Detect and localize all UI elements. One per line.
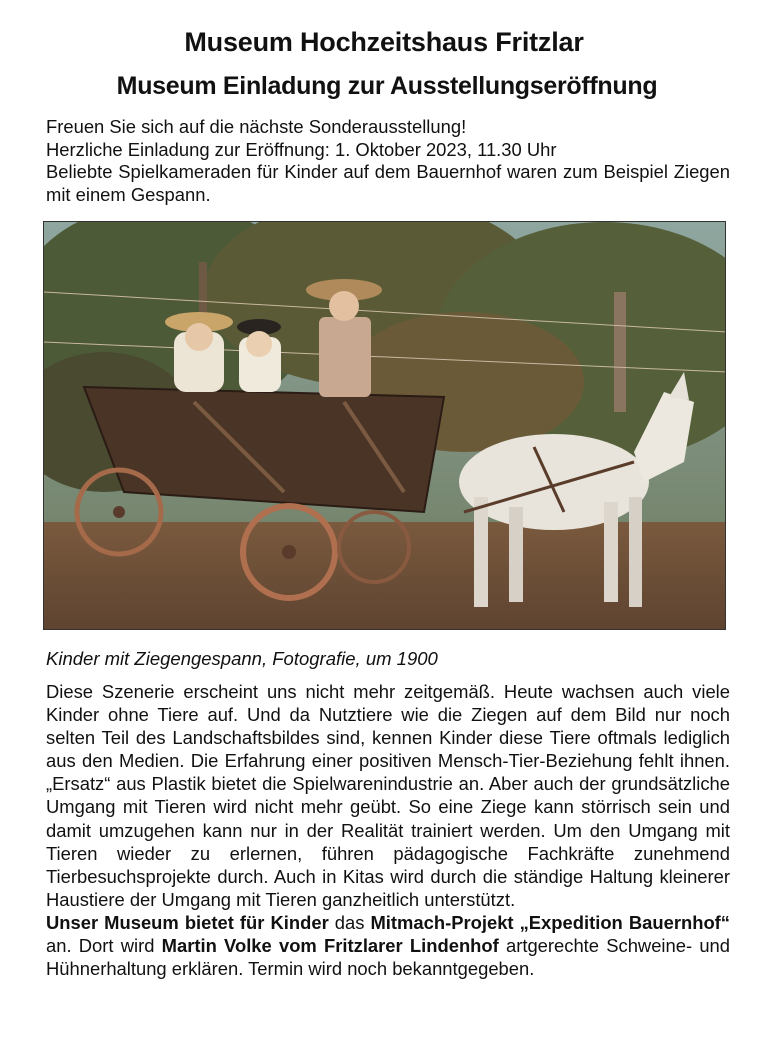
page-subtitle: Museum Einladung zur Ausstellungseröffnung <box>116 72 658 100</box>
intro-line-announcement: Freuen Sie sich auf die nächste Sonderausstellung! <box>46 116 467 137</box>
closing-bold-museum: Unser Museum bietet für Kinder <box>46 911 329 933</box>
intro-line-description: Beliebte Spielkameraden für Kinder auf dem Bauernhof waren zum Beispiel Ziegen mit einem Gespann. <box>46 161 730 205</box>
closing-text-3: artgerechte Schweine- und Hühnerhaltung erklären. Termin wird noch bekanntgegeben. <box>46 935 730 980</box>
historic-photo <box>43 221 726 630</box>
intro-line-invitation: Herzliche Einladung zur Eröffnung: 1. Oktober 2023, 11.30 Uhr <box>46 138 557 160</box>
closing-bold-person: Martin Volke vom Fritzlarer Lindenhof <box>161 935 499 957</box>
photo-caption: Kinder mit Ziegengespann, Fotografie, um 1900 <box>46 648 438 669</box>
closing-text-1: das <box>328 911 371 933</box>
photo-children-goat-cart-icon <box>44 222 726 630</box>
closing-bold-project: Mitmach-Projekt „Expedition Bauernhof“ <box>370 911 730 933</box>
article-paragraph: Diese Szenerie erscheint uns nicht mehr zeitgemäß. Heute wachsen auch viele Kinder ohne Tiere auf. Und da Nutztiere wie die Ziegen auf dem Bild nur noch selten Teil des Landschaftsbildes sind, kennen Kinder diese Tiere oftmals lediglich aus den Medien. Die Erfahrung einer positiven Mensch-Tier-Beziehung fehlt ihnen. „Ersatz“ aus Plastik bietet die Spielwarenindustrie an. Aber auch der grundsätzliche Umgang mit Tieren wird nicht mehr geübt. So eine Ziege kann störrisch sein und damit umzugehen kann nur in der Realität trainiert werden. Um den Umgang mit Tieren wieder zu erlernen, führen pädagogische Fachkräfte zunehmend Tierbesuchsprojekte durch. Auch in Kitas wird durch die ständige Haltung kleinerer Haustiere der Umgang mit Tieren ganzheitlich unterstützt. <box>46 681 730 910</box>
intro-block <box>46 116 730 206</box>
article-body <box>46 680 730 980</box>
page-title: Museum Hochzeitshaus Fritzlar <box>184 27 584 57</box>
closing-text-2: an. Dort wird <box>46 935 162 957</box>
article-closing-paragraph <box>46 911 730 980</box>
